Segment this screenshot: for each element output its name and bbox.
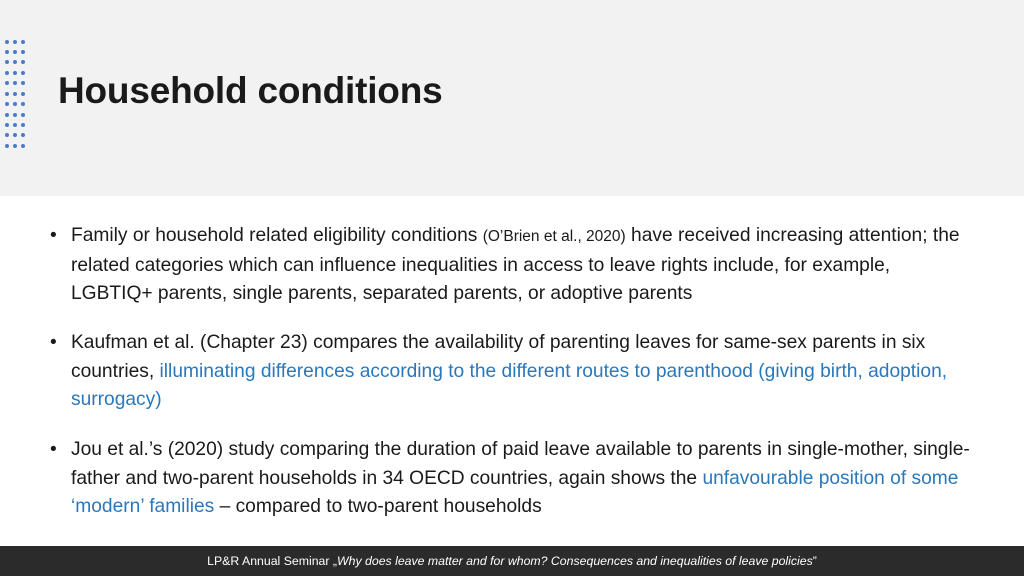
bullet-marker: • xyxy=(50,225,57,246)
bullet-text-part: Kaufman et al. (Chapter 23) compares the availability of parenting leaves for same-sex parents in six countries, xyxy=(71,332,926,382)
bullet-text-part: – compared to two-parent households xyxy=(214,496,542,517)
bullet-text xyxy=(71,436,971,522)
bullet-text-part: Family or household related eligibility conditions xyxy=(71,225,483,246)
bullet-text xyxy=(71,222,971,309)
footer-prefix: LP&R Annual Seminar „ xyxy=(207,554,337,568)
bullet-list xyxy=(0,196,1024,546)
highlighted-text: unfavourable position of some ‘modern’ families xyxy=(71,467,959,517)
slide-title: Household conditions xyxy=(58,70,443,111)
bullet-text xyxy=(71,329,971,415)
decorative-dot-grid-icon xyxy=(3,40,27,156)
footer-seminar-title: Why does leave matter and for whom? Consequences and inequalities of leave policies xyxy=(337,554,813,568)
bullet-text-part: have received increasing attention; the related categories which can influence inequalities in access to leave rights include, for example, LGBTIQ+ parents, single parents, separated parents, or adoptive parents xyxy=(71,225,960,304)
bullet-marker: • xyxy=(50,332,57,353)
footer-suffix: ” xyxy=(812,554,817,568)
highlighted-text: illuminating differences according to the different routes to parenthood (giving birth, adoption, surrogacy) xyxy=(71,360,948,410)
bullet-text-part: Jou et al.’s (2020) study comparing the duration of paid leave available to parents in single-mother, single-father and two-parent households in 34 OECD countries, again shows the xyxy=(71,439,970,489)
footer-bar xyxy=(0,546,1024,576)
citation: (O’Brien et al., 2020) xyxy=(482,228,626,245)
bullet-marker: • xyxy=(50,439,57,460)
title-banner xyxy=(0,0,1024,196)
